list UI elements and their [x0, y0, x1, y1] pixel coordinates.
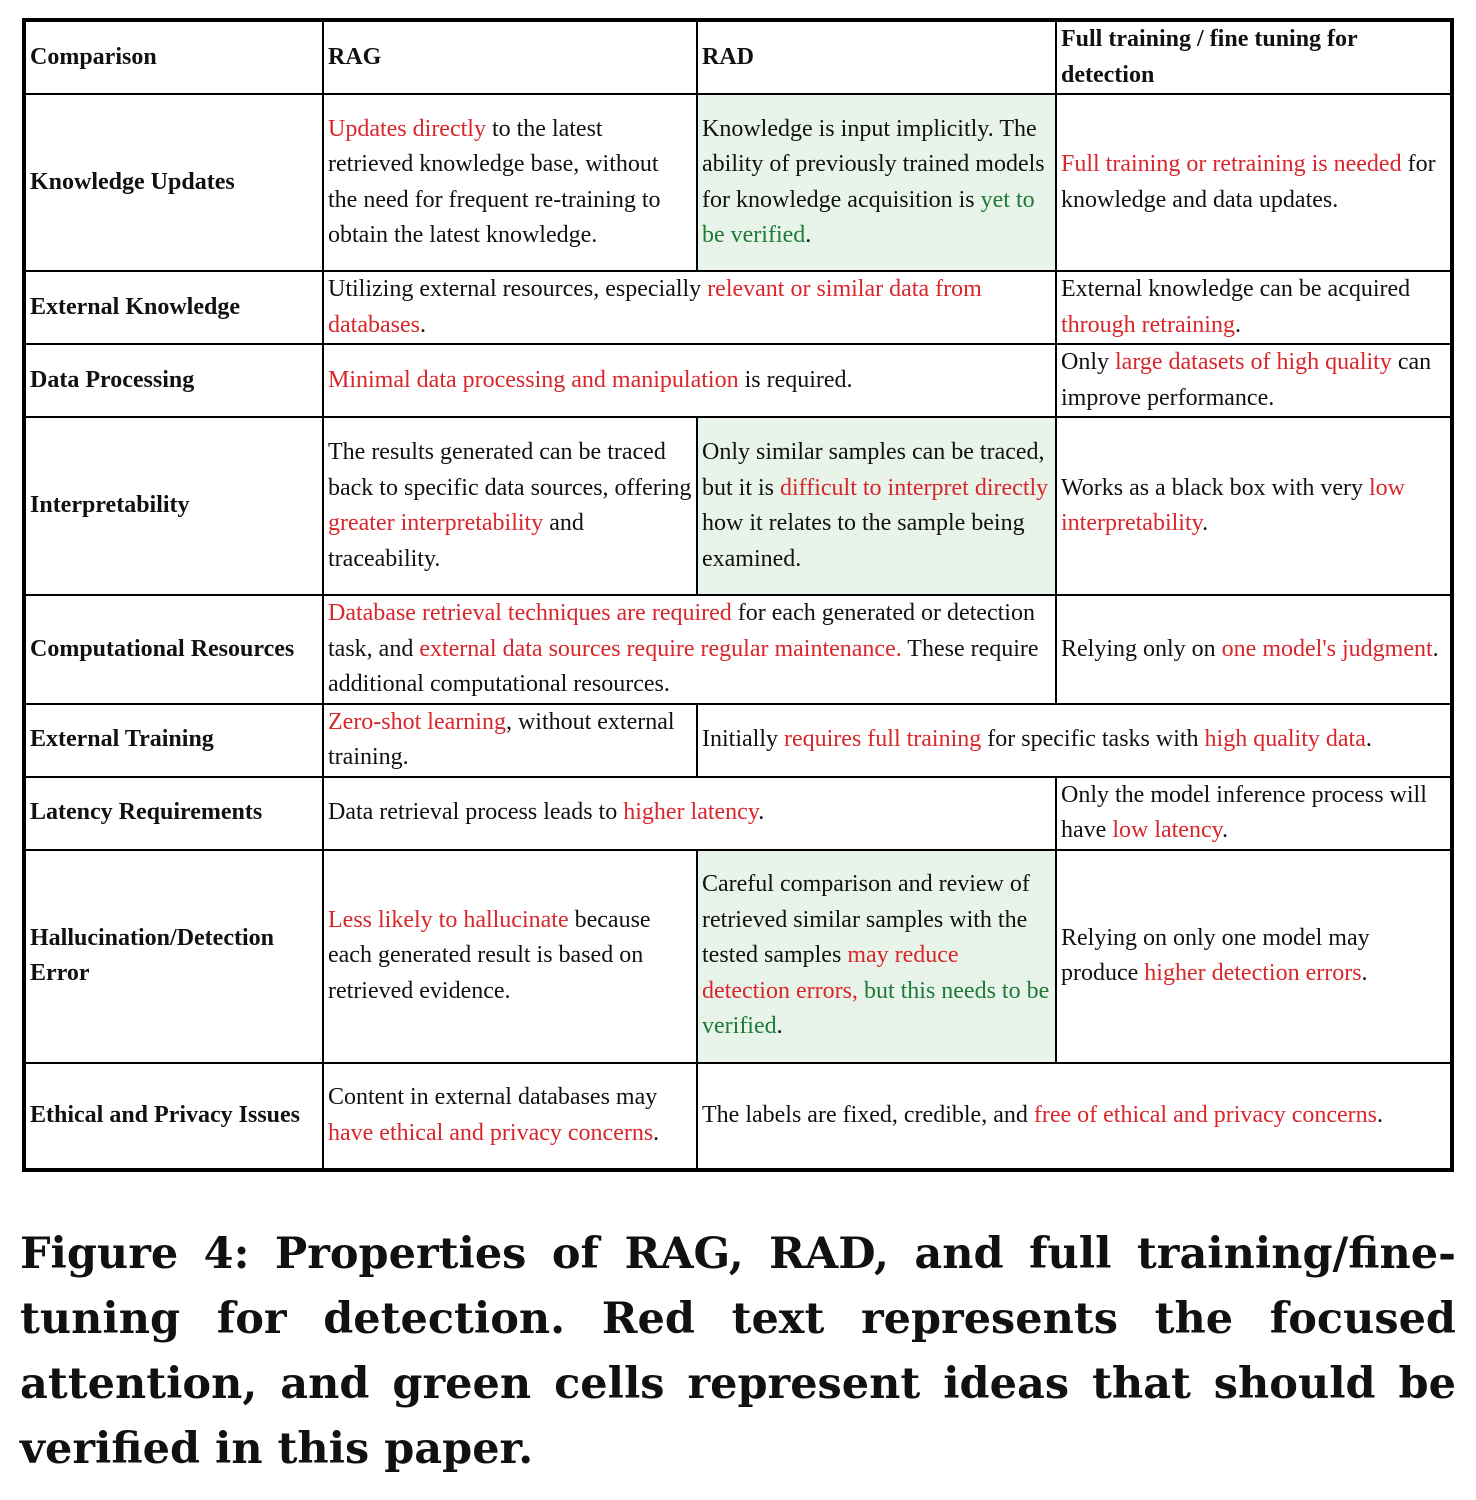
row-label-latency-requirements: Latency Requirements	[24, 777, 323, 850]
cell-external-knowledge-full: External knowledge can be acquired through retraining.	[1056, 271, 1452, 344]
cell-knowledge-updates-rad: Knowledge is input implicitly. The ability of previously trained models for knowledge acquisition is yet to be verified.	[697, 94, 1056, 271]
row-label-hallucination-detection-error: Hallucination/Detection Error	[24, 850, 323, 1063]
focus-text: Zero-shot learning	[328, 708, 506, 735]
focus-text: free of ethical and privacy concerns	[1033, 1101, 1377, 1128]
cell-latency-requirements-rag-rad: Data retrieval process leads to higher latency.	[323, 777, 1056, 850]
cell-external-knowledge-rag-rad: Utilizing external resources, especially relevant or similar data from databases.	[323, 271, 1056, 344]
table-row	[24, 417, 1452, 595]
focus-text: higher latency	[623, 799, 759, 826]
table-row	[24, 595, 1452, 704]
focus-text: high quality data	[1204, 726, 1366, 753]
header-rag: RAG	[323, 20, 697, 94]
cell-ethical-privacy-rad-full: The labels are fixed, credible, and free of ethical and privacy concerns.	[697, 1063, 1452, 1170]
focus-text: one model's judgment	[1221, 635, 1433, 662]
focus-text: higher detection errors	[1144, 960, 1362, 986]
cell-computational-resources-full: Relying only on one model's judgment.	[1056, 595, 1452, 704]
row-label-external-knowledge: External Knowledge	[24, 271, 323, 344]
cell-knowledge-updates-rag: Updates directly to the latest retrieved knowledge base, without the need for frequent re-training to obtain the latest knowledge.	[323, 94, 697, 271]
focus-text: through retraining	[1061, 311, 1235, 338]
cell-hallucination-full: Relying on only one model may produce higher detection errors.	[1056, 850, 1452, 1063]
focus-text: difficult to interpret directly	[780, 474, 1049, 501]
cell-data-processing-rag-rad: Minimal data processing and manipulation is required.	[323, 344, 1056, 417]
header-comparison: Comparison	[24, 20, 323, 94]
cell-external-training-rad-full: Initially requires full training for specific tasks with high quality data.	[697, 704, 1452, 777]
table-row	[24, 777, 1452, 850]
table-header-row	[24, 20, 1452, 94]
focus-text: requires full training	[783, 726, 982, 753]
focus-text: Updates directly	[328, 115, 486, 142]
focus-text: large datasets of high quality	[1115, 349, 1392, 375]
header-full-training: Full training / fine tuning for detection	[1056, 20, 1452, 94]
row-label-external-training: External Training	[24, 704, 323, 777]
table-row	[24, 1063, 1452, 1170]
focus-text: Less likely to hallucinate	[328, 906, 569, 933]
comparison-table	[22, 18, 1454, 1172]
cell-knowledge-updates-full: Full training or retraining is needed for knowledge and data updates.	[1056, 94, 1452, 271]
focus-text: greater interpretability	[328, 510, 544, 536]
cell-ethical-privacy-rag: Content in external databases may have ethical and privacy concerns.	[323, 1063, 697, 1170]
row-label-knowledge-updates: Knowledge Updates	[24, 94, 323, 271]
header-rad: RAD	[697, 20, 1056, 94]
focus-text: Minimal data processing and manipulation	[328, 366, 739, 393]
row-label-ethical-privacy-issues: Ethical and Privacy Issues	[24, 1063, 323, 1170]
table-row	[24, 344, 1452, 417]
cell-interpretability-rag: The results generated can be traced back to specific data sources, offering greater interpretability and traceability.	[323, 417, 697, 595]
focus-text: have ethical and privacy concerns	[328, 1119, 654, 1146]
focus-text: Database retrieval techniques are required	[328, 600, 732, 626]
table-row	[24, 704, 1452, 777]
row-label-interpretability: Interpretability	[24, 417, 323, 595]
table-row	[24, 850, 1452, 1063]
cell-external-training-rag: Zero-shot learning, without external training.	[323, 704, 697, 777]
cell-hallucination-rad: Careful comparison and review of retrieved similar samples with the tested samples may reduce detection errors, but this needs to be verified.	[697, 850, 1056, 1063]
focus-text: relevant or similar data from databases	[328, 276, 982, 338]
row-label-data-processing: Data Processing	[24, 344, 323, 417]
focus-text: low interpretability	[1061, 474, 1405, 536]
focus-text: low latency	[1112, 817, 1223, 843]
focus-text: Full training or retraining is needed	[1061, 151, 1402, 177]
table-row	[24, 94, 1452, 271]
focus-text: external data sources require regular maintenance.	[419, 635, 902, 662]
cell-computational-resources-rag-rad: Database retrieval techniques are required for each generated or detection task, and external data sources require regular maintenance. These require additional computational resources.	[323, 595, 1056, 704]
table-row	[24, 271, 1452, 344]
cell-hallucination-rag: Less likely to hallucinate because each generated result is based on retrieved evidence.	[323, 850, 697, 1063]
cell-interpretability-full: Works as a black box with very low interpretability.	[1056, 417, 1452, 595]
cell-latency-requirements-full: Only the model inference process will have low latency.	[1056, 777, 1452, 850]
cell-data-processing-full: Only large datasets of high quality can improve performance.	[1056, 344, 1452, 417]
figure-caption: Figure 4: Properties of RAG, RAD, and full training/fine-tuning for detection. Red text represents the focused attention, and green cells represent ideas that should be verified in this paper.	[20, 1229, 1456, 1474]
focus-text: may reduce detection errors,	[702, 942, 959, 1004]
cell-interpretability-rad: Only similar samples can be traced, but it is difficult to interpret directly how it relates to the sample being examined.	[697, 417, 1056, 595]
verify-text: but this needs to be verified	[702, 977, 1050, 1040]
verify-text: yet to be verified	[702, 186, 1035, 248]
row-label-computational-resources: Computational Resources	[24, 595, 323, 704]
